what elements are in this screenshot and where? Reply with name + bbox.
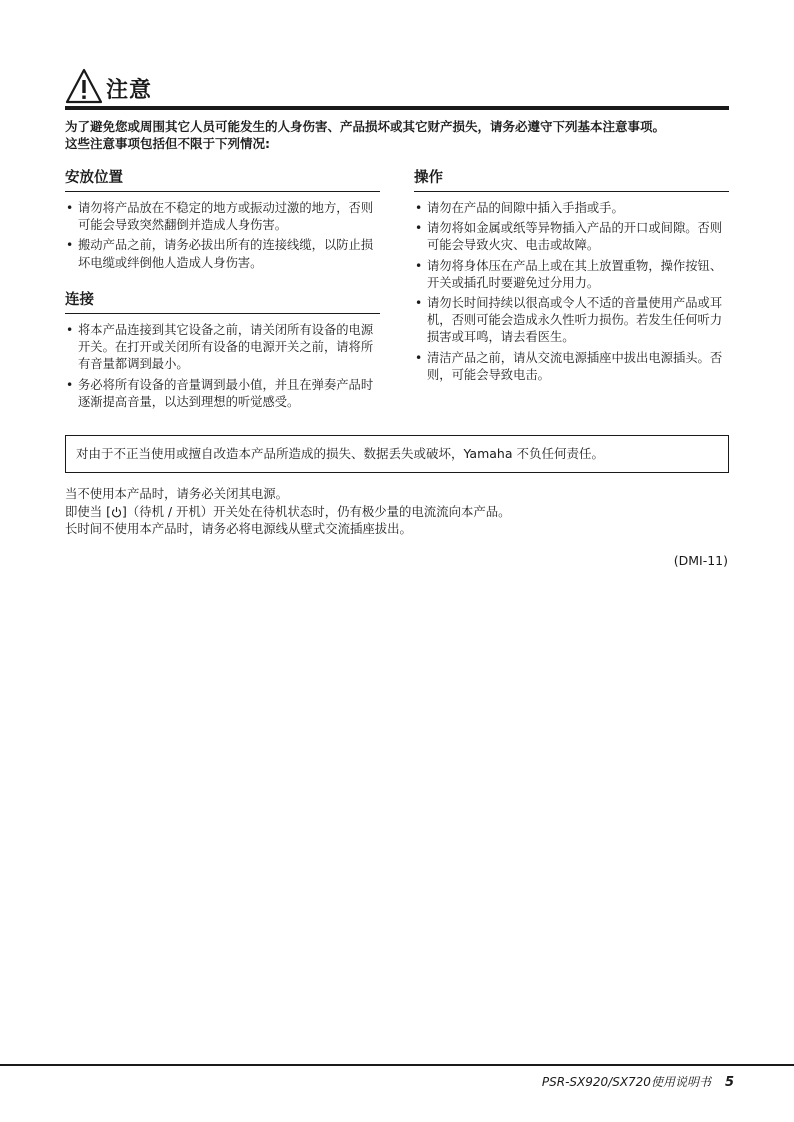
note-line-2-after: ]（待机 / 开机）开关处在待机状态时，仍有极少量的电流流向本产品。 <box>121 503 511 519</box>
intro-line-1: 为了避免您或周围其它人员可能发生的人身伤害、产品损坏或其它财产损失，请务必遵守下列基本注意事项。 <box>65 119 666 134</box>
intro-line-2: 这些注意事项包括但不限于下列情况: <box>65 136 270 151</box>
note-line-3: 长时间不使用本产品时，请务必将电源线从壁式交流插座拔出。 <box>65 521 412 536</box>
section-title-connection: 连接 <box>65 290 380 314</box>
page-number: 5 <box>724 1075 734 1090</box>
placement-list <box>65 200 380 272</box>
disclaimer-box: 对由于不正当使用或擅自改造本产品所造成的损失、数据丢失或破坏，Yamaha 不负任何责任。 <box>65 435 729 473</box>
list-item: • 清洁产品之前，请从交流电源插座中拔出电源插头。否则，可能会导致电击。 <box>414 350 729 384</box>
footer <box>542 1073 734 1090</box>
warning-triangle-icon <box>65 68 103 104</box>
section-placement <box>65 168 380 275</box>
caution-header <box>65 66 729 152</box>
list-item: • 请勿长时间持续以很高或令人不适的音量使用产品或耳机，否则可能会造成永久性听力损伤。若发生任何听力损害或耳鸣，请去看医生。 <box>414 295 729 347</box>
section-operation <box>414 168 729 387</box>
list-item: • 请勿将如金属或纸等异物插入产品的开口或间隙。否则可能会导致火灾、电击或故障。 <box>414 220 729 254</box>
list-item: • 请勿在产品的间隙中插入手指或手。 <box>414 200 729 217</box>
manual-title: PSR-SX920/SX720使用说明书 <box>541 1075 711 1089</box>
note-line-2-before: 即使当 [ <box>65 503 111 519</box>
list-item: • 将本产品连接到其它设备之前，请关闭所有设备的电源开关。在打开或关闭所有设备的电源开关之前，请将所有音量都调到最小。 <box>65 322 380 374</box>
title-rule <box>65 106 729 110</box>
section-title-placement: 安放位置 <box>65 168 380 192</box>
connection-list <box>65 322 380 411</box>
page-title: 注意 <box>106 78 153 103</box>
section-connection <box>65 290 380 414</box>
intro-text <box>65 118 729 152</box>
power-notes <box>65 485 729 538</box>
list-item: • 请勿将身体压在产品上或在其上放置重物，操作按钮、开关或插孔时要避免过分用力。 <box>414 258 729 292</box>
section-title-operation: 操作 <box>414 168 729 192</box>
note-line-2 <box>65 503 729 521</box>
title-row <box>65 66 729 104</box>
document-code: (DMI-11) <box>673 553 728 568</box>
power-standby-icon <box>111 506 122 518</box>
operation-list <box>414 200 729 384</box>
note-line-1: 当不使用本产品时，请务必关闭其电源。 <box>65 486 289 501</box>
footer-rule <box>0 1064 794 1066</box>
list-item: • 请勿将产品放在不稳定的地方或振动过激的地方，否则可能会导致突然翻倒并造成人身伤害。 <box>65 200 380 234</box>
list-item: • 务必将所有设备的音量调到最小值，并且在弹奏产品时逐渐提高音量，以达到理想的听觉感受。 <box>65 377 380 411</box>
list-item: • 搬动产品之前，请务必拔出所有的连接线缆，以防止损坏电缆或绊倒他人造成人身伤害。 <box>65 237 380 271</box>
